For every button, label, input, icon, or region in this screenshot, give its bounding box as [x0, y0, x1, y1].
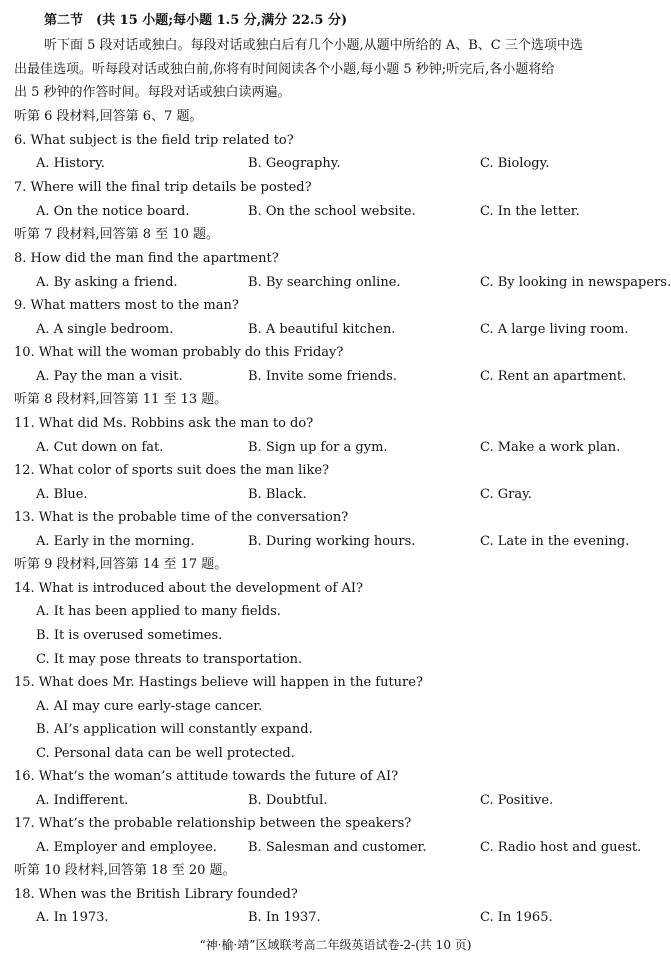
- option-a: A. A single bedroom.: [36, 322, 174, 337]
- question-stem: 9. What matters most to the man?: [14, 298, 239, 313]
- option-b: B. Doubtful.: [248, 793, 328, 808]
- option-c: C. In the letter.: [480, 204, 580, 219]
- option-c: C. Personal data can be well protected.: [36, 746, 295, 761]
- option-b: B. During working hours.: [248, 534, 416, 549]
- option-b: B. AI’s application will constantly expand.: [36, 722, 313, 737]
- option-a: A. It has been applied to many fields.: [36, 604, 281, 619]
- question-stem: 7. Where will the final trip details be posted?: [14, 180, 312, 195]
- material-heading: 听第 9 段材料,回答第 14 至 17 题。: [14, 557, 228, 572]
- question-stem: 6. What subject is the field trip related to?: [14, 133, 294, 148]
- instructions-line-3: 出 5 秒钟的作答时间。每段对话或独白读两遍。: [14, 85, 291, 100]
- option-c: C. Radio host and guest.: [480, 840, 642, 855]
- option-c: C. Biology.: [480, 156, 550, 171]
- option-a: A. AI may cure early-stage cancer.: [36, 699, 263, 714]
- option-c: C. Late in the evening.: [480, 534, 630, 549]
- option-a: A. History.: [36, 156, 105, 171]
- option-c: C. It may pose threats to transportation.: [36, 652, 303, 667]
- option-a: A. Pay the man a visit.: [36, 369, 183, 384]
- question-stem: 14. What is introduced about the development of AI?: [14, 581, 363, 596]
- question-stem: 13. What is the probable time of the conversation?: [14, 510, 349, 525]
- option-a: A. Cut down on fat.: [36, 440, 164, 455]
- option-c: C. A large living room.: [480, 322, 629, 337]
- option-c: C. Rent an apartment.: [480, 369, 627, 384]
- material-heading: 听第 6 段材料,回答第 6、7 题。: [14, 109, 203, 124]
- option-c: C. By looking in newspapers.: [480, 275, 671, 290]
- option-a: A. Employer and employee.: [36, 840, 217, 855]
- option-b: B. On the school website.: [248, 204, 416, 219]
- option-c: C. In 1965.: [480, 910, 553, 925]
- option-a: A. On the notice board.: [36, 204, 190, 219]
- option-a: A. By asking a friend.: [36, 275, 178, 290]
- option-b: B. Salesman and customer.: [248, 840, 427, 855]
- question-stem: 12. What color of sports suit does the man like?: [14, 463, 329, 478]
- page-footer: “神·榆·靖”区域联考高二年级英语试卷-2-(共 10 页): [199, 938, 472, 952]
- option-b: B. In 1937.: [248, 910, 321, 925]
- option-b: B. Invite some friends.: [248, 369, 397, 384]
- option-c: C. Gray.: [480, 487, 532, 502]
- question-stem: 16. What’s the woman’s attitude towards the future of AI?: [14, 769, 399, 784]
- material-heading: 听第 10 段材料,回答第 18 至 20 题。: [14, 863, 236, 878]
- option-a: A. Blue.: [36, 487, 88, 502]
- option-c: C. Positive.: [480, 793, 554, 808]
- option-b: B. By searching online.: [248, 275, 401, 290]
- option-b: B. It is overused sometimes.: [36, 628, 223, 643]
- question-stem: 18. When was the British Library founded?: [14, 887, 298, 902]
- option-b: B. Black.: [248, 487, 307, 502]
- option-a: A. Indifferent.: [36, 793, 129, 808]
- option-c: C. Make a work plan.: [480, 440, 621, 455]
- instructions-line-1: 听下面 5 段对话或独白。每段对话或独白后有几个小题,从题中所给的 A、B、C 三个选项中选: [44, 38, 583, 53]
- instructions-line-2: 出最佳选项。听每段对话或独白前,你将有时间阅读各个小题,每小题 5 秒钟;听完后,各小题将给: [14, 62, 555, 77]
- option-b: B. Geography.: [248, 156, 341, 171]
- question-stem: 8. How did the man find the apartment?: [14, 251, 279, 266]
- question-stem: 11. What did Ms. Robbins ask the man to do?: [14, 416, 314, 431]
- option-a: A. In 1973.: [36, 910, 109, 925]
- question-stem: 10. What will the woman probably do this Friday?: [14, 345, 344, 360]
- section-title: 第二节 (共 15 小题;每小题 1.5 分,满分 22.5 分): [44, 13, 348, 28]
- option-b: B. Sign up for a gym.: [248, 440, 388, 455]
- material-heading: 听第 8 段材料,回答第 11 至 13 题。: [14, 392, 228, 407]
- option-a: A. Early in the morning.: [36, 534, 195, 549]
- question-stem: 15. What does Mr. Hastings believe will happen in the future?: [14, 675, 423, 690]
- option-b: B. A beautiful kitchen.: [248, 322, 396, 337]
- question-stem: 17. What’s the probable relationship between the speakers?: [14, 816, 412, 831]
- material-heading: 听第 7 段材料,回答第 8 至 10 题。: [14, 227, 220, 242]
